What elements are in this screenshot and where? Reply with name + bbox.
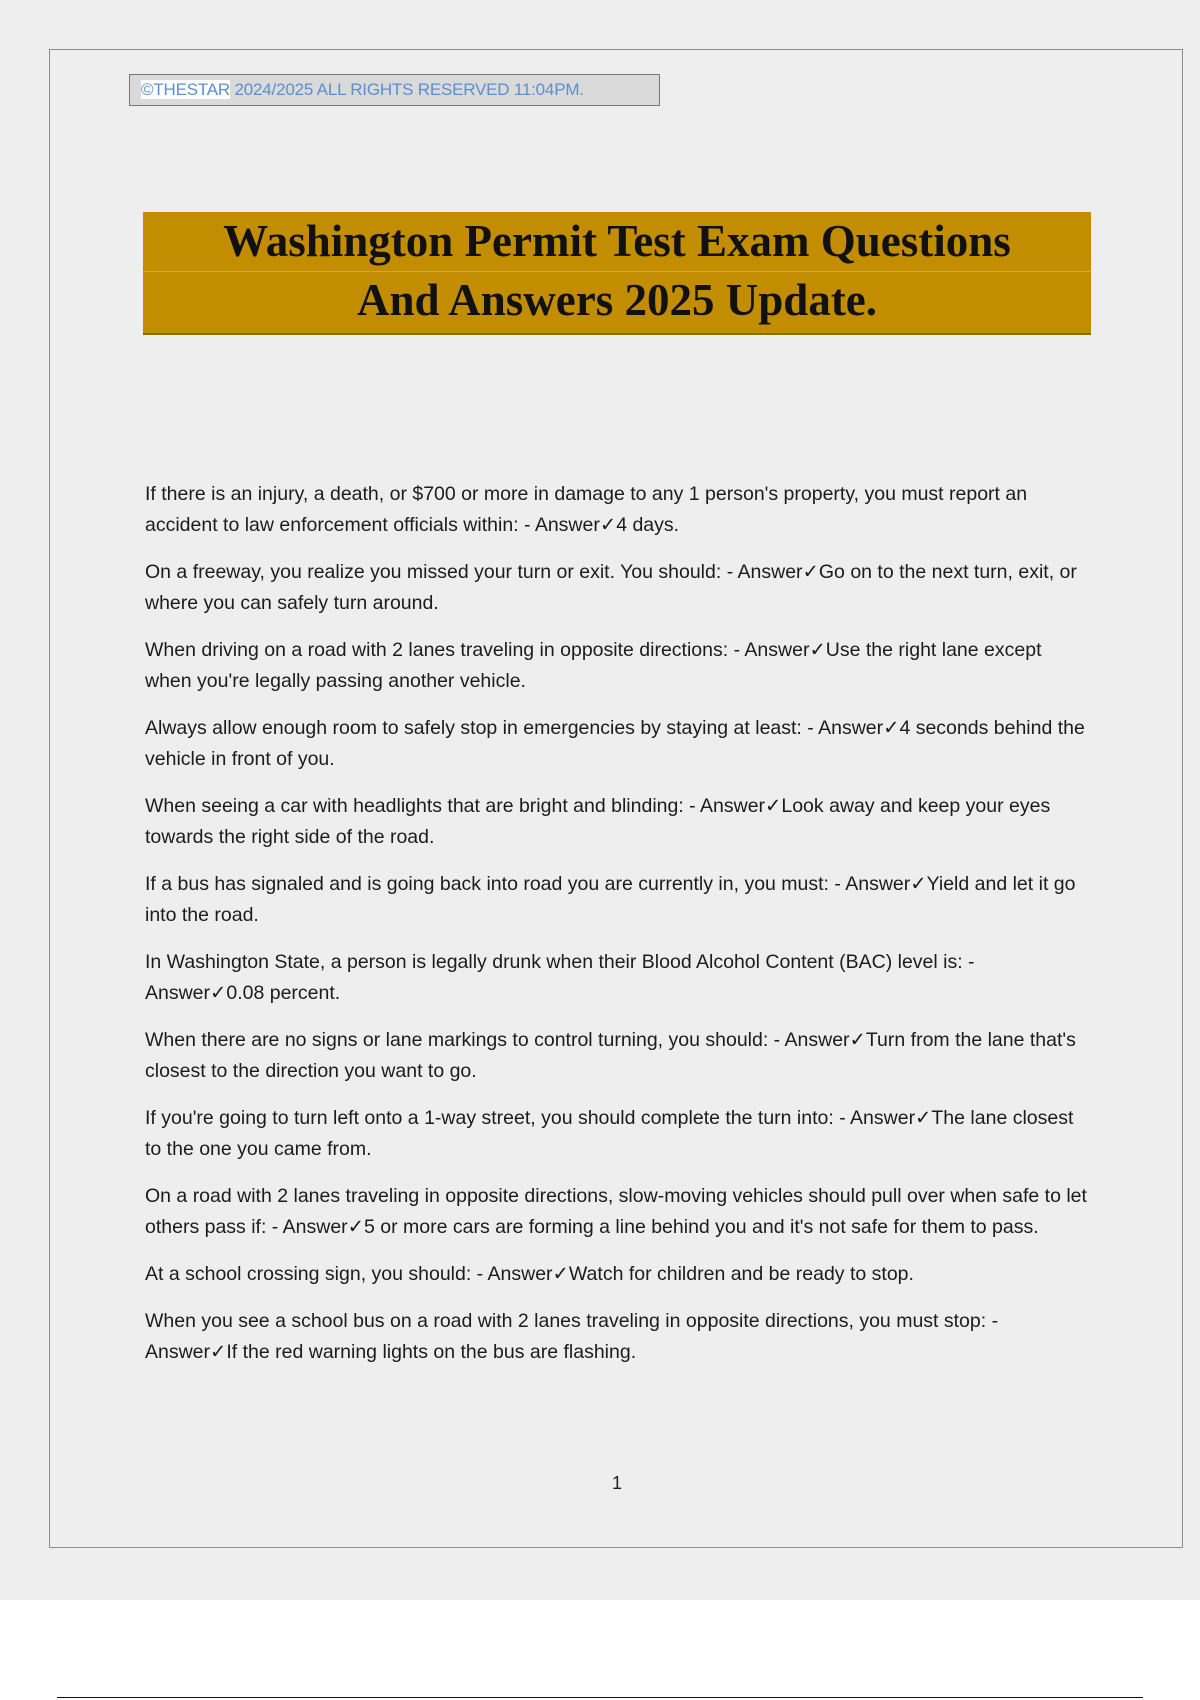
title-banner (143, 212, 1091, 335)
qa-item: In Washington State, a person is legally drunk when their Blood Alcohol Content (BAC) level is: - Answer✓0.08 percent. (145, 951, 975, 1004)
qa-item: On a freeway, you realize you missed your turn or exit. You should: - Answer✓Go on to the next turn, exit, or where you can safely turn around. (145, 561, 1077, 614)
qa-item: Always allow enough room to safely stop in emergencies by staying at least: - Answer✓4 seconds behind the vehicle in front of you. (145, 717, 1085, 770)
qa-item: If you're going to turn left onto a 1-way street, you should complete the turn into: - Answer✓The lane closest to the one you came from. (145, 1107, 1074, 1160)
copyright-text: 2024/2025 ALL RIGHTS RESERVED 11:04PM. (230, 80, 584, 99)
qa-item: When you see a school bus on a road with 2 lanes traveling in opposite directions, you must stop: - Answer✓If the red warning lights on the bus are flashing. (145, 1310, 999, 1363)
copyright-highlight: ©THESTAR (141, 80, 231, 99)
qa-item: If a bus has signaled and is going back into road you are currently in, you must: - Answer✓Yield and let it go into the road. (145, 873, 1076, 926)
document-title-line-1: Washington Permit Test Exam Questions (223, 216, 1011, 266)
qa-item: When seeing a car with headlights that are bright and blinding: - Answer✓Look away and keep your eyes towards the right side of the road. (145, 795, 1051, 848)
qa-item: If there is an injury, a death, or $700 or more in damage to any 1 person's property, you must report an accident to law enforcement officials within: - Answer✓4 days. (145, 483, 1028, 536)
next-page-top-rule (57, 1697, 1143, 1698)
document-title-line-2: And Answers 2025 Update. (356, 275, 878, 325)
copyright-notice (129, 74, 660, 106)
page-number: 1 (611, 1473, 622, 1493)
qa-item: At a school crossing sign, you should: - Answer✓Watch for children and be ready to stop. (145, 1263, 914, 1285)
qa-item: On a road with 2 lanes traveling in opposite directions, slow-moving vehicles should pull over when safe to let others pass if: - Answer✓5 or more cars are forming a line behind you and it's not safe for them to pass. (145, 1185, 1087, 1238)
qa-item: When driving on a road with 2 lanes traveling in opposite directions: - Answer✓Use the right lane except when you're legally passing another vehicle. (145, 639, 1042, 692)
qa-list (145, 479, 1090, 1384)
qa-item: When there are no signs or lane markings to control turning, you should: - Answer✓Turn from the lane that's closest to the direction you want to go. (145, 1029, 1076, 1082)
